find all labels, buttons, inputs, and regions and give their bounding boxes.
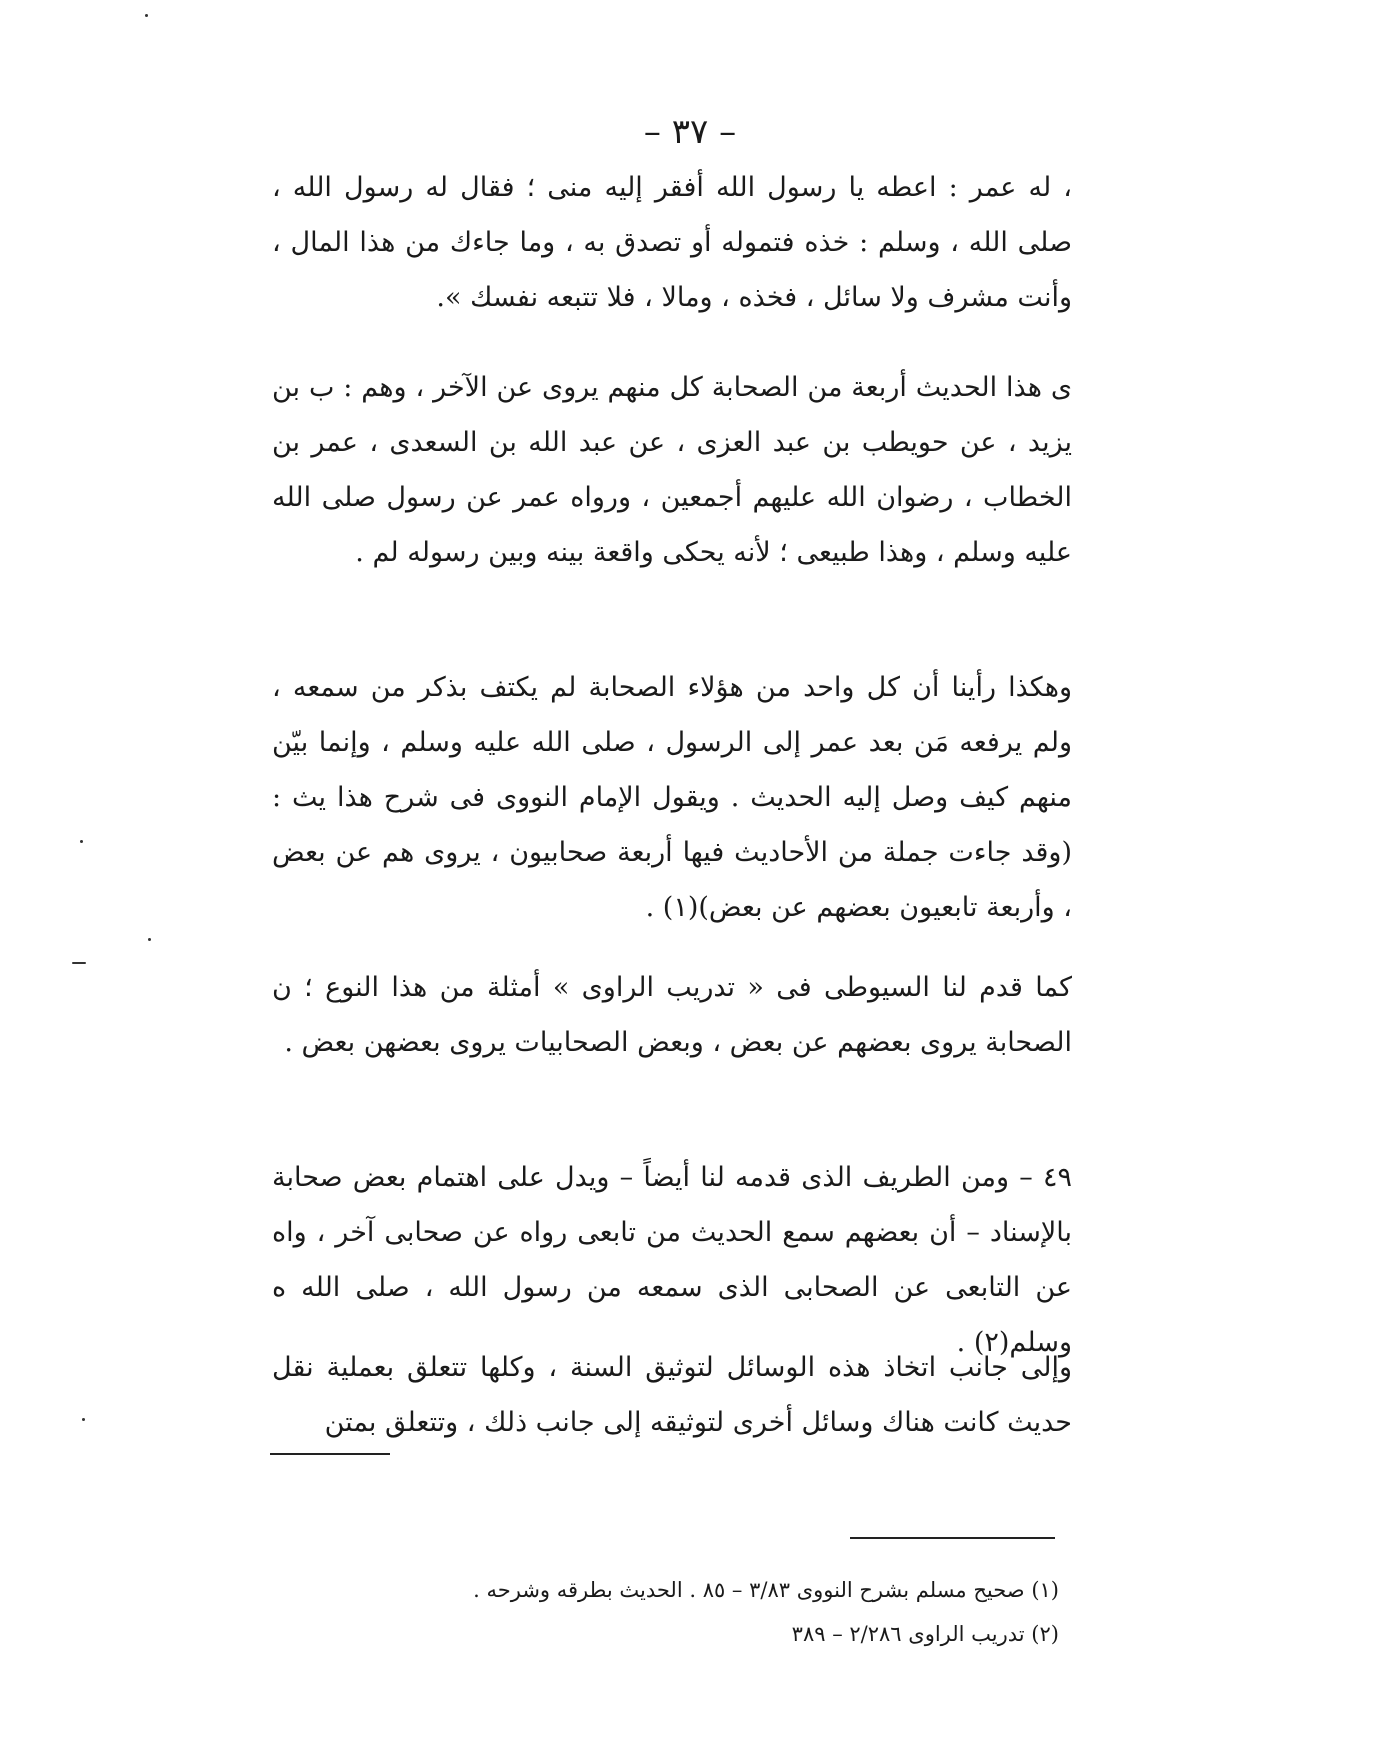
scan-speck <box>72 962 86 964</box>
paragraph-6: وإلى جانب اتخاذ هذه الوسائل لتوثيق السنة ، وكلها تتعلق بعملية نقل حديث كانت هناك وسائل أخرى لتوثيقه إلى جانب ذلك ، وتتعلق بمتن <box>272 1352 1072 1438</box>
footnote-rule <box>850 1537 1055 1539</box>
scan-speck <box>145 14 148 17</box>
underline-mark <box>270 1453 390 1455</box>
paragraph-2: ى هذا الحديث أربعة من الصحابة كل منهم يروى عن الآخر ، وهم : ب بن يزيد ، عن حويطب بن عبد العزى ، عن عبد الله بن السعدى ، عمر بن الخطاب ، رضوان الله عليهم أجمعين ، ورواه عمر عن رسول صلى الله عليه وسلم ، وهذا طبيعى ؛ لأنه يحكى واقعة بينه وبين رسوله لم . <box>272 372 1072 568</box>
paragraph-4: كما قدم لنا السيوطى فى « تدريب الراوى » أمثلة من هذا النوع ؛ ن الصحابة يروى بعضهم عن بعض ، وبعض الصحابيات يروى بعضهن بعض . <box>272 972 1072 1058</box>
scan-speck <box>148 938 151 941</box>
paragraph-5: ٤٩ – ومن الطريف الذى قدمه لنا أيضاً – ويدل على اهتمام بعض صحابة بالإسناد – أن بعضهم سمع الحديث من تابعى رواه عن صحابى آخر ، واه عن التابعى عن الصحابى الذى سمعه من رسول الله ، صلى الله ه وسلم(٢) . <box>272 1162 1072 1358</box>
footnote-1: (١) صحيح مسلم بشرح النووى ٣/٨٣ – ٨٥ . الحديث بطرقه وشرحه . <box>473 1578 1059 1602</box>
footnote-2: (٢) تدريب الراوى ٢/٢٨٦ – ٣٨٩ <box>791 1622 1059 1646</box>
scan-speck <box>82 1418 85 1421</box>
page-number: – ٣٧ – <box>643 112 737 152</box>
paragraph-1: ، له عمر : اعطه يا رسول الله أفقر إليه منى ؛ فقال له رسول الله ، صلى الله ، وسلم : خذه فتموله أو تصدق به ، وما جاءك من هذا المال ، وأنت مشرف ولا سائل ، فخذه ، ومالا ، فلا تتبعه نفسك ». <box>272 172 1072 313</box>
paragraph-3: وهكذا رأينا أن كل واحد من هؤلاء الصحابة لم يكتف بذكر من سمعه ، ولم يرفعه مَن بعد عمر إلى الرسول ، صلى الله عليه وسلم ، وإنما بيّن منهم كيف وصل إليه الحديث . ويقول الإمام النووى فى شرح هذا يث : (وقد جاءت جملة من الأحاديث فيها أربعة صحابيون ، يروى هم عن بعض ، وأربعة تابعيون بعضهم عن بعض)(١) . <box>272 672 1072 923</box>
scan-speck <box>80 840 83 843</box>
